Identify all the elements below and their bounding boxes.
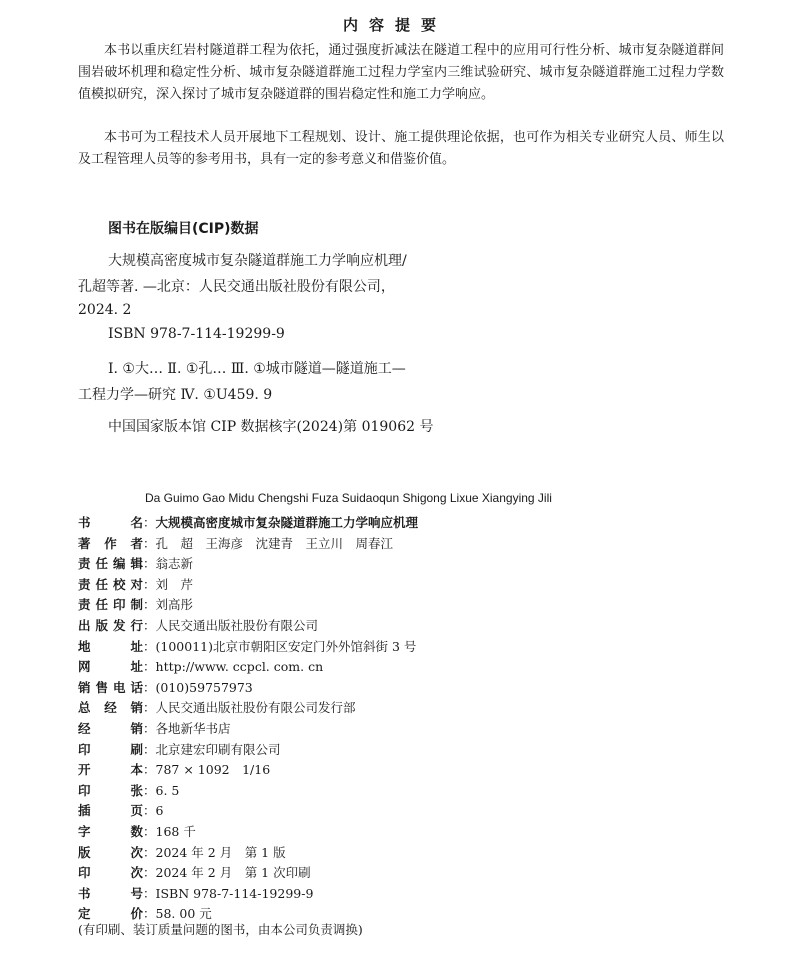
- info-label: 开本: [78, 762, 143, 778]
- info-value: 刘 芹: [155, 576, 194, 592]
- info-label: 著作者: [78, 535, 143, 551]
- info-value: 6: [155, 803, 164, 819]
- info-row-address: 地址：(100011)北京市朝阳区安定门外外馆斜街 3 号: [78, 637, 758, 658]
- cip-record-number: 中国国家版本馆 CIP 数据核字(2024)第 019062 号: [108, 419, 434, 435]
- info-value: 北京建宏印刷有限公司: [155, 741, 281, 757]
- info-row-plates: 插页：6: [78, 801, 758, 822]
- info-value: 2024 年 2 月 第 1 次印刷: [155, 865, 311, 881]
- cip-author-line: 孔超等著. —北京：人民交通出版社股份有限公司，: [78, 279, 395, 295]
- cip-isbn-line: ISBN 978-7-114-19299-9: [108, 326, 285, 342]
- info-value: (010)59757973: [155, 679, 253, 695]
- info-row-sales-phone: 销售电话：(010)59757973: [78, 678, 758, 699]
- cip-year-line: 2024. 2: [78, 302, 132, 318]
- info-label: 插页: [78, 803, 143, 819]
- info-row-edition: 版次：2024 年 2 月 第 1 版: [78, 843, 758, 864]
- info-value: (100011)北京市朝阳区安定门外外馆斜街 3 号: [155, 638, 417, 654]
- info-label: 出版发行: [78, 617, 143, 633]
- info-row-print-supervisor: 责任印制：刘高彤: [78, 595, 758, 616]
- quality-footnote: (有印刷、装订质量问题的图书，由本公司负责调换): [78, 922, 363, 937]
- info-row-format: 开本：787 × 1092 1/16: [78, 760, 758, 781]
- summary-title: 内容提要: [342, 16, 447, 34]
- info-label: 经销: [78, 720, 143, 736]
- info-label: 责任印制: [78, 597, 143, 613]
- info-row-distributor: 经销：各地新华书店: [78, 719, 758, 740]
- info-label: 定价: [78, 906, 143, 922]
- info-value: 翁志新: [155, 556, 194, 572]
- info-row-general-distributor: 总经销：人民交通出版社股份有限公司发行部: [78, 698, 758, 719]
- cip-classification-line-2: 工程力学—研究 Ⅳ. ①U459. 9: [78, 387, 273, 403]
- info-label: 印张: [78, 782, 143, 798]
- info-value: 人民交通出版社股份有限公司: [155, 617, 319, 633]
- cip-title-line: 大规模高密度城市复杂隧道群施工力学响应机理/: [108, 253, 407, 269]
- info-row-publisher: 出版发行：人民交通出版社股份有限公司: [78, 616, 758, 637]
- info-label: 书名: [78, 515, 143, 530]
- info-label: 版次: [78, 844, 143, 860]
- summary-paragraph-1: 本书以重庆红岩村隧道群工程为依托，通过强度折减法在隧道工程中的应用可行性分析、城市复杂隧道群间围岩破坏机理和稳定性分析、城市复杂隧道群施工过程力学室内三维试验研究、城市复杂隧道群施工过程力学数值模拟研究，深入探讨了城市复杂隧道群的围岩稳定性和施工力学响应。: [78, 43, 724, 102]
- info-row-sheets: 印张：6. 5: [78, 781, 758, 802]
- info-row-title: 书名：大规模高密度城市复杂隧道群施工力学响应机理: [78, 513, 758, 534]
- info-row-word-count: 字数：168 千: [78, 822, 758, 843]
- info-row-website: 网址：http://www. ccpcl. com. cn: [78, 657, 758, 678]
- info-label: 责任校对: [78, 576, 143, 592]
- info-value: 787 × 1092 1/16: [155, 762, 271, 778]
- info-label: 网址: [78, 659, 143, 675]
- info-value: 孔 超 王海彦 沈建青 王立川 周春江: [155, 535, 394, 551]
- cip-heading: 图书在版编目(CIP)数据: [108, 221, 259, 237]
- info-label: 印刷: [78, 741, 143, 757]
- info-row-proofreader: 责任校对：刘 芹: [78, 575, 758, 596]
- info-value: 各地新华书店: [155, 720, 231, 736]
- info-value: 168 千: [155, 823, 196, 839]
- copyright-info-block: [78, 513, 758, 925]
- info-row-isbn: 书号：ISBN 978-7-114-19299-9: [78, 884, 758, 905]
- info-label: 销售电话: [78, 679, 143, 695]
- info-label: 责任编辑: [78, 556, 143, 572]
- info-value: http://www. ccpcl. com. cn: [155, 659, 324, 675]
- info-value: 大规模高密度城市复杂隧道群施工力学响应机理: [155, 515, 419, 530]
- info-value: ISBN 978-7-114-19299-9: [155, 885, 314, 901]
- info-value: 人民交通出版社股份有限公司发行部: [155, 700, 356, 716]
- info-label: 总经销: [78, 700, 143, 716]
- info-row-authors: 著作者：孔 超 王海彦 沈建青 王立川 周春江: [78, 534, 758, 555]
- info-label: 地址: [78, 638, 143, 654]
- info-row-printer: 印刷：北京建宏印刷有限公司: [78, 740, 758, 761]
- info-row-price: 定价：58. 00 元: [78, 904, 758, 925]
- info-label: 书号: [78, 885, 143, 901]
- pinyin-title: Da Guimo Gao Midu Chengshi Fuza Suidaoqun Shigong Lixue Xiangying Jili: [145, 491, 552, 505]
- cip-classification-line-1: Ⅰ. ①大… Ⅱ. ①孔… Ⅲ. ①城市隧道—隧道施工—: [108, 361, 406, 377]
- info-label: 印次: [78, 865, 143, 881]
- info-value: 刘高彤: [155, 597, 194, 613]
- info-value: 6. 5: [155, 782, 180, 798]
- info-label: 字数: [78, 823, 143, 839]
- info-value: 2024 年 2 月 第 1 版: [155, 844, 286, 860]
- info-row-editor: 责任编辑：翁志新: [78, 554, 758, 575]
- info-value: 58. 00 元: [155, 906, 212, 922]
- info-row-printing: 印次：2024 年 2 月 第 1 次印刷: [78, 863, 758, 884]
- summary-paragraph-2: 本书可为工程技术人员开展地下工程规划、设计、施工提供理论依据，也可作为相关专业研究人员、师生以及工程管理人员等的参考用书，具有一定的参考意义和借鉴价值。: [78, 130, 724, 167]
